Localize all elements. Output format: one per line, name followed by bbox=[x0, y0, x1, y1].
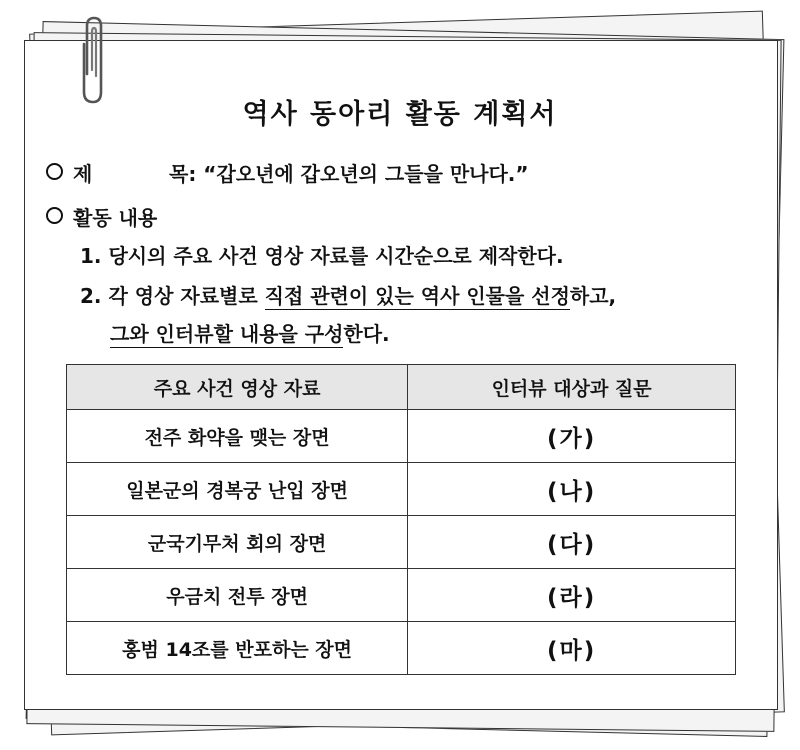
subject-line bbox=[46, 158, 529, 187]
event-cell: 우금치 전투 장면 bbox=[67, 569, 408, 622]
table-row bbox=[67, 516, 736, 569]
item-number: 2. bbox=[80, 284, 102, 308]
item-line2-after: 한다. bbox=[343, 322, 390, 346]
event-cell: 전주 화약을 맺는 장면 bbox=[67, 410, 408, 463]
column-header-events: 주요 사건 영상 자료 bbox=[67, 365, 408, 410]
item-line2-underlined: 그와 인터뷰할 내용을 구성 bbox=[110, 322, 344, 346]
table-row bbox=[67, 410, 736, 463]
item-text-after: 하고, bbox=[569, 284, 617, 308]
table-row bbox=[67, 463, 736, 516]
table-header-row bbox=[67, 365, 736, 410]
table-row bbox=[67, 569, 736, 622]
subject-label-first: 제 bbox=[73, 162, 93, 186]
event-cell: 홍범 14조를 반포하는 장면 bbox=[67, 622, 408, 675]
answer-cell: (나) bbox=[408, 463, 736, 516]
subject-text: “갑오년에 갑오년의 그들을 만나다.” bbox=[203, 162, 529, 186]
item-text-underlined: 직접 관련이 있는 역사 인물을 선정 bbox=[264, 284, 570, 308]
activity-heading: 활동 내용 bbox=[73, 206, 158, 230]
activity-table bbox=[66, 364, 736, 675]
activity-heading-line bbox=[46, 202, 157, 231]
table-row bbox=[67, 622, 736, 675]
activity-item-2 bbox=[80, 280, 616, 309]
activity-item-1 bbox=[80, 240, 564, 269]
activity-item-2-continued bbox=[110, 318, 390, 347]
circle-bullet-icon bbox=[46, 207, 63, 224]
answer-cell: (다) bbox=[408, 516, 736, 569]
answer-cell: (마) bbox=[408, 622, 736, 675]
subject-label-second: 목: bbox=[169, 162, 197, 186]
answer-cell: (가) bbox=[408, 410, 736, 463]
item-text-before: 각 영상 자료별로 bbox=[108, 284, 265, 308]
item-number: 1. bbox=[80, 244, 102, 268]
circle-bullet-icon bbox=[46, 163, 63, 180]
document-title: 역사 동아리 활동 계획서 bbox=[242, 99, 558, 130]
event-cell: 일본군의 경복궁 난입 장면 bbox=[67, 463, 408, 516]
answer-cell: (라) bbox=[408, 569, 736, 622]
event-cell: 군국기무처 회의 장면 bbox=[67, 516, 408, 569]
item-text: 당시의 주요 사건 영상 자료를 시간순으로 제작한다. bbox=[108, 244, 564, 268]
column-header-interview: 인터뷰 대상과 질문 bbox=[408, 365, 736, 410]
